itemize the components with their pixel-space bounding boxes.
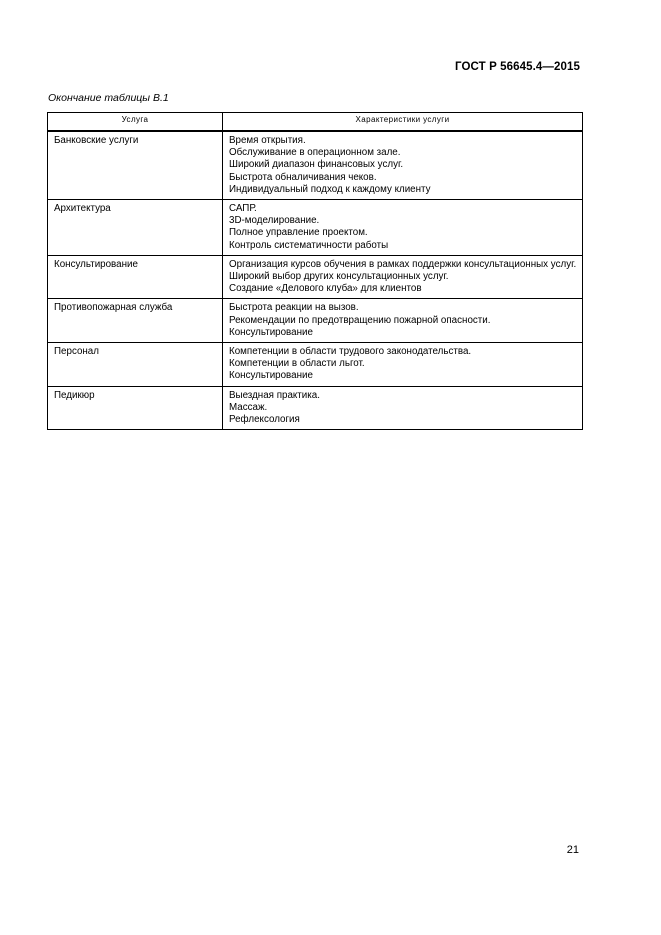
table-header-row (48, 113, 583, 132)
feature-line: Быстрота обналичивания чеков. (229, 171, 377, 183)
service-features (223, 255, 583, 299)
feature-line: Полное управление проектом. (229, 227, 368, 239)
feature-line: Создание «Делового клуба» для клиентов (229, 283, 422, 295)
service-name: Архитектура (48, 200, 223, 256)
column-header-features: Характеристики услуги (223, 113, 583, 132)
service-name: Банковские услуги (48, 131, 223, 200)
feature-line: Компетенции в области трудового законодательства. (229, 346, 472, 358)
services-table (47, 112, 583, 430)
table-row (48, 386, 583, 430)
feature-line: Широкий выбор других консультационных услуг. (229, 271, 449, 283)
service-name: Консультирование (48, 255, 223, 299)
feature-line: Организация курсов обучения в рамках поддержки консультационных услуг. (229, 258, 577, 270)
feature-line: Быстрота реакции на вызов. (229, 302, 359, 314)
feature-line: Рекомендации по предотвращению пожарной опасности. (229, 314, 491, 326)
table-row (48, 255, 583, 299)
service-features (223, 200, 583, 256)
feature-line: САПР. (229, 203, 257, 215)
feature-line: Консультирование (229, 326, 313, 338)
service-features (223, 343, 583, 387)
service-features (223, 299, 583, 343)
service-name: Противопожарная служба (48, 299, 223, 343)
table-row (48, 299, 583, 343)
feature-line: Контроль систематичности работы (229, 239, 389, 251)
feature-line: Время открытия. (229, 135, 306, 146)
feature-line: Рефлексология (229, 414, 300, 426)
column-header-service: Услуга (48, 113, 223, 132)
service-name: Персонал (48, 343, 223, 387)
service-name: Педикюр (48, 386, 223, 430)
feature-line: Консультирование (229, 370, 313, 382)
page-number: 21 (566, 844, 579, 856)
feature-line: Широкий диапазон финансовых услуг. (229, 159, 404, 171)
table-row (48, 131, 583, 200)
feature-line: Индивидуальный подход к каждому клиенту (229, 183, 431, 195)
feature-line: Выездная практика. (229, 389, 320, 401)
feature-line: Компетенции в области льгот. (229, 358, 365, 370)
service-features (223, 386, 583, 430)
feature-line: 3D-моделирование. (229, 215, 320, 227)
table-row (48, 343, 583, 387)
feature-line: Обслуживание в операционном зале. (229, 147, 401, 159)
feature-line: Массаж. (229, 401, 268, 413)
table-row (48, 200, 583, 256)
table-caption: Окончание таблицы В.1 (48, 92, 169, 104)
service-features (223, 131, 583, 200)
document-code: ГОСТ Р 56645.4—2015 (455, 61, 580, 73)
